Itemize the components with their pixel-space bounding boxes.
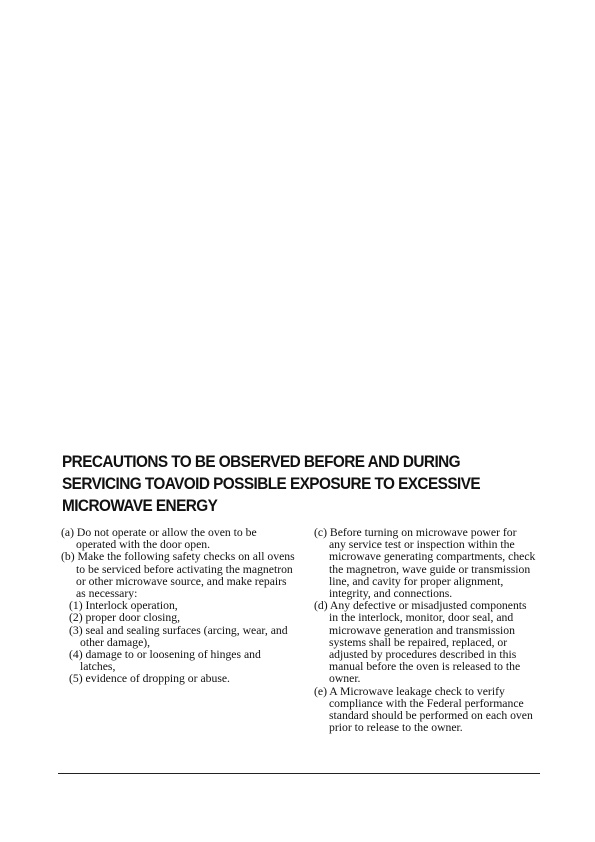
left-column <box>61 527 297 686</box>
safety-check-3: (3) seal and sealing surfaces (arcing, wear, and other damage), <box>69 623 288 649</box>
precaution-a: (a) Do not operate or allow the oven to be operated with the door open. <box>61 526 257 552</box>
safety-check-5: (5) evidence of dropping or abuse. <box>69 672 230 686</box>
precaution-c: (c) Before turning on microwave power for any service test or inspection within the microwave generating compartments, check the magnetron, wave guide or transmission line, and cavity for proper alignment, integrity, and connections. <box>314 526 536 601</box>
footer-divider <box>58 773 540 774</box>
precaution-e: (e) A Microwave leakage check to verify compliance with the Federal performance standard should be performed on each oven prior to release to the owner. <box>314 684 533 735</box>
heading-line-2: SERVICING TOAVOID POSSIBLE EXPOSURE TO EXCESSIVE <box>62 475 481 493</box>
safety-check-4: (4) damage to or loosening of hinges and latches, <box>69 648 261 674</box>
safety-check-2: (2) proper door closing, <box>69 611 181 625</box>
safety-check-1: (1) Interlock operation, <box>69 599 178 613</box>
right-column <box>314 527 536 734</box>
heading-line-1: PRECAUTIONS TO BE OBSERVED BEFORE AND DURING <box>62 453 461 471</box>
precaution-d: (d) Any defective or misadjusted components in the interlock, monitor, door seal, and microwave generation and transmission systems shall be repaired, replaced, or adjusted by procedures described in this manual before the oven is released to the owner. <box>314 599 527 686</box>
precaution-b: (b) Make the following safety checks on all ovens to be serviced before activating the magnetron or other microwave source, and make repairs as necessary: <box>61 550 295 601</box>
section-heading <box>62 451 508 517</box>
heading-line-3: MICROWAVE ENERGY <box>62 497 218 515</box>
